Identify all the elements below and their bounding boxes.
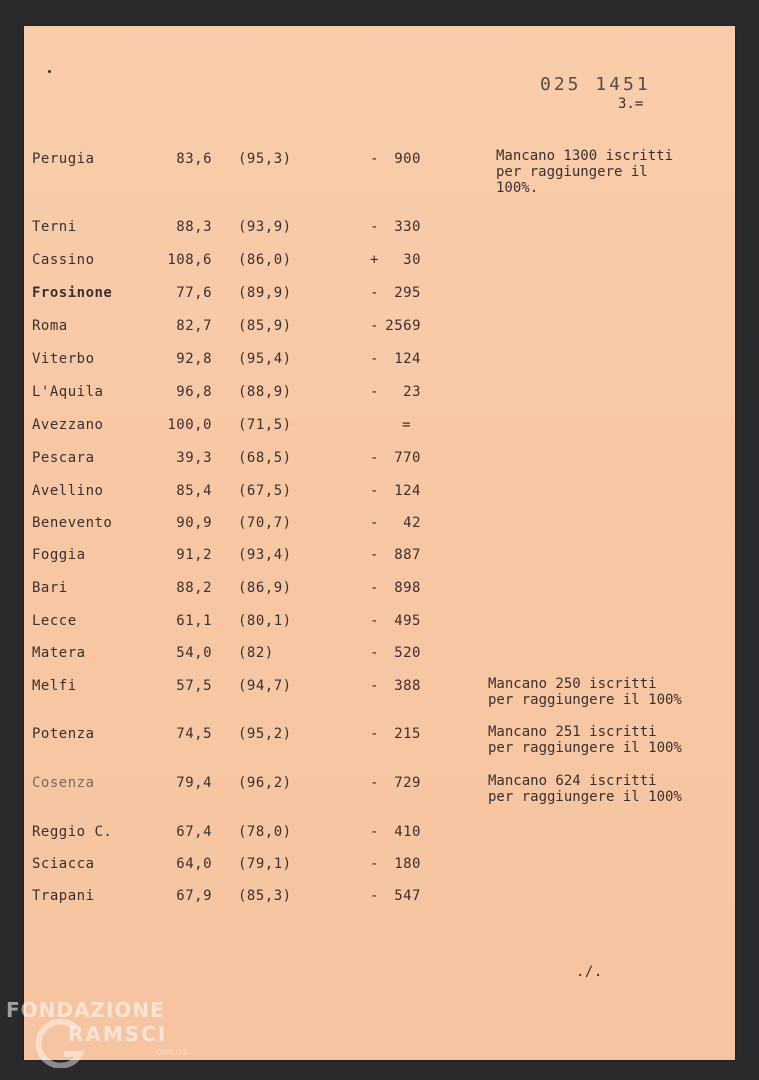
city-name: Roma (32, 318, 68, 334)
difference-sign: - (370, 450, 379, 466)
difference-sign: - (370, 547, 379, 563)
percent-value: 57,5 (176, 678, 212, 694)
table-row (24, 351, 735, 371)
percent-value: 74,5 (176, 726, 212, 742)
watermark-line3: ONLUS (156, 1048, 189, 1057)
difference-value: 30 (403, 252, 421, 268)
difference-sign: - (370, 285, 379, 301)
difference-value: 2569 (385, 318, 421, 334)
difference-sign: - (370, 678, 379, 694)
difference-value: 495 (394, 613, 421, 629)
difference-sign: - (370, 351, 379, 367)
table-row (24, 252, 735, 272)
difference-sign: - (370, 888, 379, 904)
watermark-line2: RAMSCI (68, 1022, 168, 1046)
city-name: Sciacca (32, 856, 95, 872)
difference-value: 900 (394, 151, 421, 167)
previous-percent: (85,9) (238, 318, 292, 334)
table-row (24, 856, 735, 876)
percent-value: 64,0 (176, 856, 212, 872)
difference-value: 770 (394, 450, 421, 466)
note-potenza (488, 724, 682, 756)
note-line: per raggiungere il 100% (488, 789, 682, 805)
difference-value: 729 (394, 775, 421, 791)
previous-percent: (71,5) (238, 417, 292, 433)
document-page (24, 26, 735, 1060)
percent-value: 90,9 (176, 515, 212, 531)
difference-sign: - (370, 613, 379, 629)
percent-value: 85,4 (176, 483, 212, 499)
previous-percent: (78,0) (238, 824, 292, 840)
city-name: Matera (32, 645, 86, 661)
percent-value: 88,2 (176, 580, 212, 596)
difference-sign: - (370, 483, 379, 499)
city-name: Lecce (32, 613, 77, 629)
percent-value: 77,6 (176, 285, 212, 301)
note-line: Mancano 250 iscritti (488, 676, 657, 692)
watermark-line1: FONDAZIONE (6, 998, 165, 1022)
note-cosenza (488, 773, 682, 805)
difference-value: 547 (394, 888, 421, 904)
note-line: 100%. (496, 180, 539, 196)
city-name: Trapani (32, 888, 95, 904)
table-row (24, 613, 735, 633)
previous-percent: (95,3) (238, 151, 292, 167)
previous-percent: (70,7) (238, 515, 292, 531)
difference-value: 388 (394, 678, 421, 694)
city-name: Reggio C. (32, 824, 113, 840)
difference-sign: - (370, 645, 379, 661)
previous-percent: (89,9) (238, 285, 292, 301)
percent-value: 108,6 (167, 252, 212, 268)
note-line: Mancano 624 iscritti (488, 773, 657, 789)
city-name: Potenza (32, 726, 95, 742)
percent-value: 39,3 (176, 450, 212, 466)
city-name: L'Aquila (32, 384, 104, 400)
note-perugia (496, 148, 673, 196)
city-name: Avellino (32, 483, 104, 499)
previous-percent: (95,2) (238, 726, 292, 742)
previous-percent: (88,9) (238, 384, 292, 400)
previous-percent: (67,5) (238, 483, 292, 499)
difference-sign: - (370, 515, 379, 531)
previous-percent: (93,4) (238, 547, 292, 563)
difference-value: 410 (394, 824, 421, 840)
difference-sign: - (370, 151, 379, 167)
page-number: 3.= (618, 96, 644, 112)
table-row (24, 285, 735, 305)
percent-value: 67,9 (176, 888, 212, 904)
city-name: Cosenza (32, 775, 95, 791)
previous-percent: (96,2) (238, 775, 292, 791)
difference-value: 124 (394, 351, 421, 367)
table-row (24, 483, 735, 503)
note-line: per raggiungere il 100% (488, 740, 682, 756)
difference-value: = (402, 417, 411, 433)
table-row (24, 417, 735, 437)
difference-sign: - (370, 318, 379, 334)
table-row (24, 384, 735, 404)
percent-value: 82,7 (176, 318, 212, 334)
table-row (24, 318, 735, 338)
previous-percent: (86,0) (238, 252, 292, 268)
note-line: Mancano 251 iscritti (488, 724, 657, 740)
difference-sign: - (370, 219, 379, 235)
difference-sign: - (370, 824, 379, 840)
difference-value: 23 (403, 384, 421, 400)
percent-value: 88,3 (176, 219, 212, 235)
percent-value: 100,0 (167, 417, 212, 433)
city-name: Benevento (32, 515, 113, 531)
city-name: Frosinone (32, 285, 113, 301)
archive-number: 025 1451 (540, 74, 651, 95)
percent-value: 96,8 (176, 384, 212, 400)
percent-value: 61,1 (176, 613, 212, 629)
difference-value: 887 (394, 547, 421, 563)
difference-value: 180 (394, 856, 421, 872)
difference-value: 215 (394, 726, 421, 742)
difference-value: 295 (394, 285, 421, 301)
table-row (24, 219, 735, 239)
city-name: Terni (32, 219, 77, 235)
difference-value: 898 (394, 580, 421, 596)
difference-sign: - (370, 384, 379, 400)
previous-percent: (68,5) (238, 450, 292, 466)
difference-value: 124 (394, 483, 421, 499)
ink-speck (48, 70, 51, 73)
note-melfi (488, 676, 682, 708)
difference-sign: - (370, 856, 379, 872)
previous-percent: (82) (238, 645, 274, 661)
previous-percent: (79,1) (238, 856, 292, 872)
previous-percent: (93,9) (238, 219, 292, 235)
city-name: Foggia (32, 547, 86, 563)
previous-percent: (95,4) (238, 351, 292, 367)
city-name: Avezzano (32, 417, 104, 433)
difference-value: 330 (394, 219, 421, 235)
percent-value: 79,4 (176, 775, 212, 791)
continuation-mark: ./. (576, 964, 603, 980)
note-line: per raggiungere il 100% (488, 692, 682, 708)
table-row (24, 450, 735, 470)
table-row (24, 645, 735, 665)
difference-sign: - (370, 580, 379, 596)
table-row (24, 515, 735, 535)
previous-percent: (80,1) (238, 613, 292, 629)
difference-sign: - (370, 775, 379, 791)
percent-value: 92,8 (176, 351, 212, 367)
city-name: Pescara (32, 450, 95, 466)
city-name: Melfi (32, 678, 77, 694)
table-row (24, 824, 735, 844)
previous-percent: (85,3) (238, 888, 292, 904)
fondazione-gramsci-watermark (6, 998, 196, 1070)
city-name: Perugia (32, 151, 95, 167)
difference-value: 42 (403, 515, 421, 531)
previous-percent: (94,7) (238, 678, 292, 694)
percent-value: 67,4 (176, 824, 212, 840)
percent-value: 54,0 (176, 645, 212, 661)
difference-sign: - (370, 726, 379, 742)
percent-value: 83,6 (176, 151, 212, 167)
previous-percent: (86,9) (238, 580, 292, 596)
difference-sign: + (370, 252, 379, 268)
table-row (24, 547, 735, 567)
table-row (24, 888, 735, 908)
city-name: Bari (32, 580, 68, 596)
note-line: Mancano 1300 iscritti (496, 148, 674, 164)
city-name: Cassino (32, 252, 95, 268)
table-row (24, 580, 735, 600)
note-line: per raggiungere il (496, 164, 648, 180)
difference-value: 520 (394, 645, 421, 661)
city-name: Viterbo (32, 351, 95, 367)
percent-value: 91,2 (176, 547, 212, 563)
